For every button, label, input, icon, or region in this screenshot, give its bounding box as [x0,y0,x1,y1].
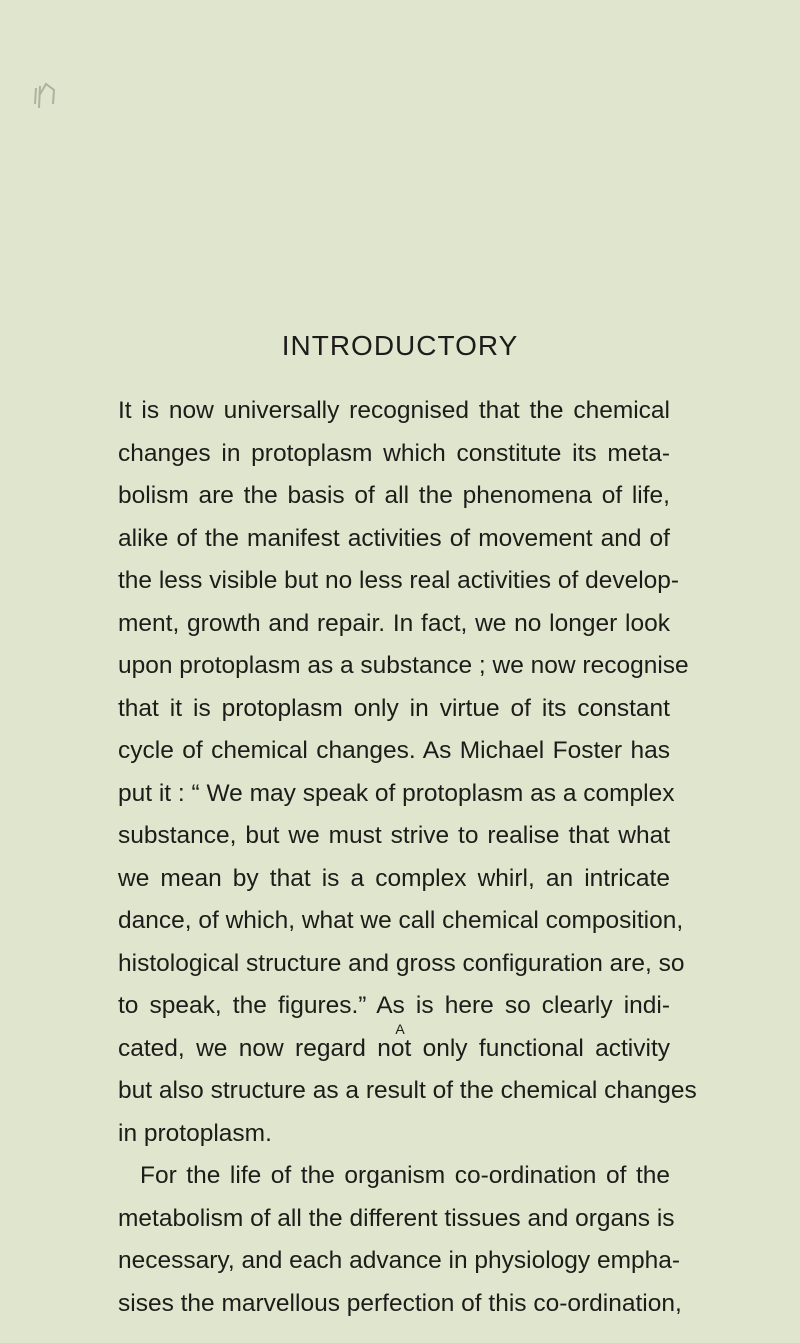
text-line: that it is protoplasm only in virtue of its constant [118,694,670,722]
text-line: changes in protoplasm which constitute its meta- [118,439,670,467]
text-line: For the life of the organism co-ordination of the [140,1162,670,1189]
body-text [118,395,697,1330]
text-line: It is now universally recognised that the chemical [118,397,670,424]
signature-mark: A [395,1021,405,1037]
text-line: cycle of chemical changes. As Michael Foster has [118,737,670,764]
text-line: substance, but we must strive to realise that what [118,822,670,849]
text-line: we mean by that is a complex whirl, an intricate [118,864,670,892]
text-line: cated, we now regard not only functional activity [118,1034,670,1062]
chapter-heading: INTRODUCTORY [281,330,519,361]
text-line: alike of the manifest activities of movement and of [118,524,670,552]
page-blemish-mark [30,74,68,114]
text-line: metabolism of all the different tissues and organs is [118,1204,675,1232]
text-line: to speak, the figures.” As is here so clearly indi- [118,992,670,1019]
text-line: bolism are the basis of all the phenomena of life, [118,482,670,509]
text-line: upon protoplasm as a substance ; we now recognise [118,652,689,679]
text-line: sises the marvellous perfection of this co-ordination, [118,1289,682,1317]
text-line: dance, of which, what we call chemical composition, [118,907,684,934]
text-line: the less visible but no less real activities of develop- [118,567,680,594]
text-line: ment, growth and repair. In fact, we no longer look [118,609,670,637]
text-line: in protoplasm. [118,1119,272,1147]
text-line: necessary, and each advance in physiology empha- [118,1247,681,1274]
text-line: but also structure as a result of the chemical changes [118,1077,697,1104]
text-line: put it : “ We may speak of protoplasm as a complex [118,779,675,807]
text-line: histological structure and gross configuration are, so [118,949,685,977]
